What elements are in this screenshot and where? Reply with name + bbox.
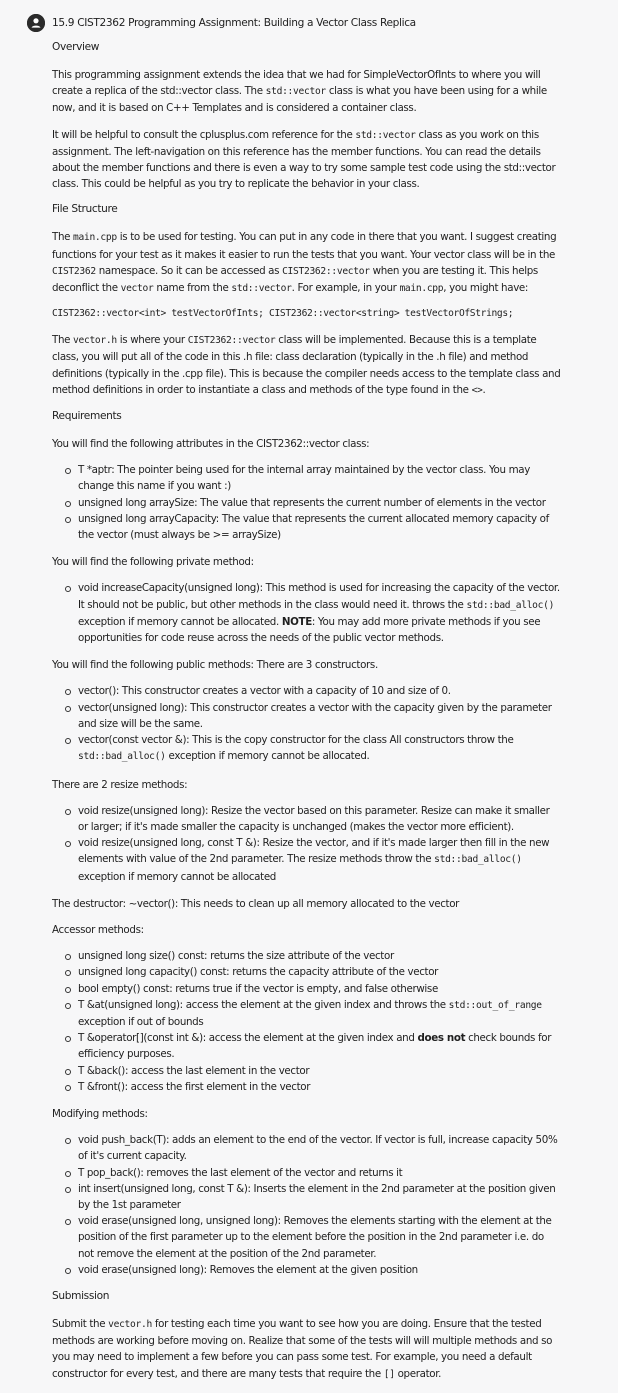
text-run: T *aptr: The pointer being used for the internal array maintained by the vector class. You may change this name if you want :)	[78, 464, 530, 493]
text-run: The	[52, 231, 74, 244]
private-methods-intro: You will find the following private method:	[52, 556, 254, 569]
text-run: class as you work on this assignment. The left-navigation on this reference has the member functions. You can read the details about the member functions and there is even a way to try some sample test code using the std::vector class. This could be helpful as you try to replicate the behavior in your class.	[52, 128, 556, 191]
text-run: unsigned long arrayCapacity: The value that represents the current allocated memory capacity of the vector (must always be >= arraySize)	[78, 512, 549, 542]
list-item	[78, 683, 562, 699]
resize-methods-list	[52, 803, 562, 885]
bold-text: NOTE	[281, 615, 312, 628]
inline-code: main.cpp	[73, 232, 117, 244]
bold-text: does not	[417, 1032, 466, 1045]
inline-code: main.cpp	[399, 283, 444, 295]
inline-code: CIST2362	[52, 265, 96, 277]
text-run: check bounds for efficiency purposes.	[78, 1032, 552, 1061]
inline-code: []	[383, 1368, 395, 1380]
text-run: exception if out of bounds	[78, 1015, 204, 1028]
list-item	[78, 997, 562, 1030]
list-item	[78, 803, 562, 835]
text-run: void resize(unsigned long, const T &): Resize the vector, and if it's made larger then fill in the new elements with value of the 2nd parameter. The resize methods throw the	[78, 837, 550, 866]
inline-code: vector.h	[73, 335, 117, 347]
list-item	[78, 732, 562, 765]
text-run: The	[52, 334, 74, 347]
inline-code: std::vector	[355, 129, 416, 141]
modifier-methods-list	[52, 1132, 562, 1278]
inline-code: CIST2362::vector	[187, 335, 276, 347]
text-run: T &at(unsigned long): access the element at the given index and throws the	[78, 998, 449, 1011]
text-run: T &operator[](const int &): access the element at the given index and	[78, 1032, 418, 1045]
inline-code: std::bad_alloc()	[466, 599, 555, 611]
inline-code: std::bad_alloc()	[434, 854, 522, 866]
inline-code: std::bad_alloc()	[78, 751, 166, 763]
accessor-intro: Accessor methods:	[52, 923, 144, 936]
list-item	[78, 835, 562, 885]
text-run: when you are testing it. This helps deconflict the	[52, 264, 538, 295]
list-item	[78, 981, 562, 997]
list-item	[78, 1181, 562, 1213]
attributes-intro: You will find the following attributes in the CIST2362::vector class:	[52, 438, 370, 451]
text-run: T &front(): access the first element in the vector	[78, 1080, 311, 1093]
assignment-title: 15.9 CIST2362 Programming Assignment: Building a Vector Class Replica	[52, 17, 416, 29]
submission-heading: Submission	[52, 1289, 110, 1302]
inline-code: vector	[120, 283, 154, 295]
list-item	[78, 964, 562, 980]
list-item	[78, 948, 562, 964]
accessor-methods-list	[52, 948, 562, 1095]
assignment-content	[52, 40, 562, 1393]
list-item	[78, 1079, 562, 1095]
list-item	[78, 1132, 562, 1164]
file-structure-heading: File Structure	[52, 203, 118, 216]
list-item	[78, 1165, 562, 1181]
list-item	[78, 1262, 562, 1278]
text-run: void resize(unsigned long): Resize the vector based on this parameter. Resize can make it smaller or larger; if it's made smaller the capacity is unchanged (makes the vector more efficient).	[78, 804, 550, 833]
text-run: void increaseCapacity(unsigned long): This method is used for increasing the capacity of the vector. It should not be public, but other methods in the class would need it. throws the	[78, 582, 560, 611]
attributes-list	[52, 462, 562, 543]
text-run: Submit the	[52, 1317, 109, 1330]
overview-paragraph-2	[52, 127, 562, 193]
text-run: T &back(): access the last element in the vector	[78, 1064, 310, 1077]
text-run: class is what you have been using for a while now, and it is based on C++ Templates and is considered a container class.	[52, 85, 547, 115]
text-run: unsigned long arraySize: The value that represents the current number of elements in the vector	[78, 496, 546, 509]
list-item	[78, 1063, 562, 1079]
text-run: .	[482, 383, 486, 396]
list-item	[78, 700, 562, 732]
text-run: class will be implemented. Because this is a template class, you will put all of the code in this .h file: class declaration (typically in the .h file) and method definitions (typically in the .cpp file). This is because the compiler needs access to the template class and method definitions in order to instantiate a class and methods of the type found in the	[52, 334, 561, 396]
text-run: , you might have:	[443, 282, 529, 295]
text-run: is where your	[116, 334, 188, 347]
overview-heading: Overview	[52, 41, 100, 53]
text-run: This programming assignment extends the idea that we had for SimpleVectorOfInts to where you will create a replica of the std::vector class. The	[52, 69, 541, 98]
inline-code: CIST2362::vector	[282, 265, 370, 277]
inline-code: std::vector	[231, 283, 292, 295]
submission-paragraph	[52, 1316, 562, 1383]
list-item	[78, 462, 562, 494]
code-example: CIST2362::vector<int> testVectorOfInts; CIST2362::vector<string> testVectorOfStrings;	[52, 308, 514, 320]
inline-code: std::vector	[265, 86, 326, 98]
list-item	[78, 511, 562, 543]
text-run: int insert(unsigned long, const T &): Inserts the element in the 2nd parameter at the position given by the 1st parameter	[78, 1182, 556, 1211]
destructor-text: The destructor: ~vector(): This needs to clean up all memory allocated to the vector	[52, 897, 460, 910]
text-run: vector(): This constructor creates a vector with a capacity of 10 and size of 0.	[78, 685, 451, 698]
text-run: exception if memory cannot be allocated.	[165, 750, 370, 763]
text-run: . For example, in your	[291, 282, 400, 295]
modifier-intro: Modifying methods:	[52, 1107, 148, 1120]
text-run: bool empty() const: returns true if the vector is empty, and false otherwise	[78, 982, 438, 995]
file-structure-paragraph-2	[52, 332, 562, 399]
private-methods-list	[52, 580, 562, 646]
text-run: It will be helpful to consult the cplusplus.com reference for the	[52, 128, 356, 141]
text-run: void erase(unsigned long): Removes the element at the given position	[78, 1263, 418, 1276]
user-avatar-icon	[27, 14, 45, 32]
text-run: vector(unsigned long): This constructor creates a vector with the capacity given by the parameter and size will be the same.	[78, 701, 552, 730]
file-structure-paragraph-1	[52, 229, 562, 297]
requirements-heading: Requirements	[52, 410, 122, 423]
text-run: name from the	[153, 282, 232, 295]
text-run: void erase(unsigned long, unsigned long): Removes the elements starting with the element at the position of the first parameter up to the element before the position in the 2nd parameter i.e. do not remove the element at the position of the 2nd parameter.	[78, 1215, 552, 1260]
list-item	[78, 580, 562, 646]
text-run: vector(const vector &): This is the copy constructor for the class All constructors throw the	[78, 734, 514, 747]
list-item	[78, 1213, 562, 1262]
resize-intro: There are 2 resize methods:	[52, 778, 188, 791]
public-methods-intro: You will find the following public methods: There are 3 constructors.	[52, 659, 378, 672]
text-run: operator.	[394, 1367, 442, 1380]
text-run: exception if memory cannot be allocated.	[78, 615, 282, 628]
inline-code: <>	[471, 384, 483, 396]
inline-code: std::out_of_range	[448, 999, 542, 1011]
constructors-list	[52, 683, 562, 765]
text-run: for testing each time you want to see how you are doing. Ensure that the tested methods are working before moving on. Realize that some of the tests will will multiple methods and so you may need to implement a few before you can pass some test. For example, you need a default constructor for every test, and there are many tests that require the	[52, 1317, 553, 1380]
text-run: exception if memory cannot be allocated	[78, 870, 276, 883]
text-run: T pop_back(): removes the last element of the vector and returns it	[78, 1166, 403, 1179]
list-item	[78, 495, 562, 511]
text-run: is to be used for testing. You can put in any code in there that you want. I suggest creating functions for your test as it makes it easier to run the tests that you want. Your vector class will be in the	[52, 231, 557, 261]
text-run: namespace. So it can be accessed as	[95, 264, 283, 277]
text-run: unsigned long size() const: returns the size attribute of the vector	[78, 950, 394, 963]
text-run: unsigned long capacity() const: returns the capacity attribute of the vector	[78, 966, 439, 979]
text-run: void push_back(T): adds an element to the end of the vector. If vector is full, increase capacity 50% of it's current capacity.	[78, 1134, 558, 1163]
text-run: : You may add more private methods if you see opportunities for code reuse across the needs of the public vector methods.	[78, 615, 541, 645]
overview-paragraph-1	[52, 67, 562, 117]
inline-code: vector.h	[108, 1318, 152, 1330]
list-item	[78, 1030, 562, 1062]
